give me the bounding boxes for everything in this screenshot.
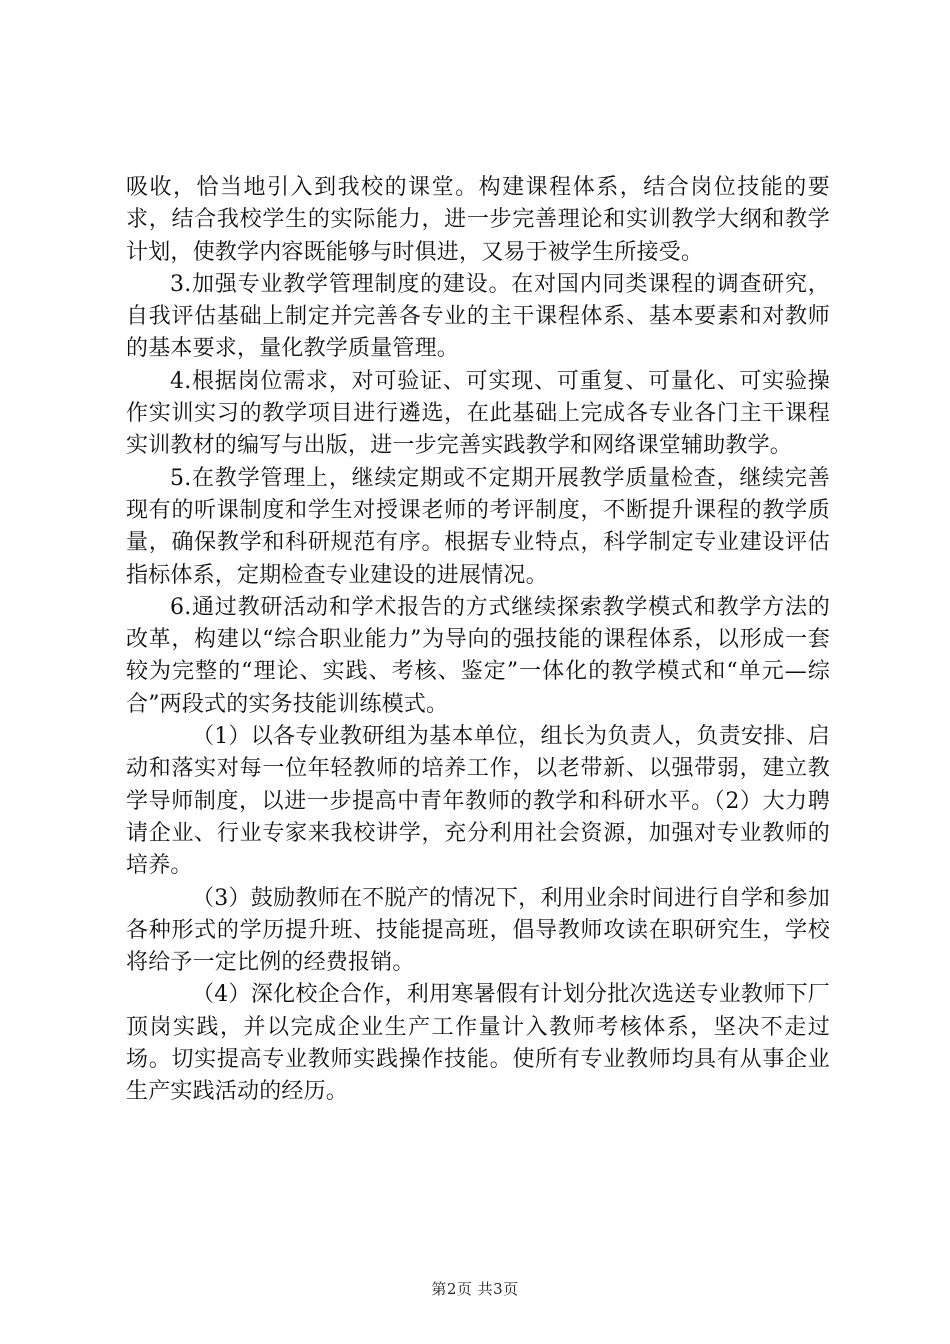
paragraph-item-3: 3.加强专业教学管理制度的建设。在对国内同类课程的调查研究，自我评估基础上制定并完善各专业的主干课程体系、基本要素和对教师的基本要求，量化教学质量管理。 [126, 271, 830, 362]
document-body [126, 172, 830, 1109]
paragraph-subitem-4: （4）深化校企合作，利用寒暑假有计划分批次选送专业教师下厂顶岗实践，并以完成企业生产工作量计入教师考核体系，坚决不走过场。切实提高专业教师实践操作技能。使所有专业教师均具有从事企业生产实践活动的经历。 [126, 982, 830, 1105]
paragraph-item-6: 6.通过教研活动和学术报告的方式继续探索教学模式和教学方法的改革，构建以“综合职业能力”为导向的强技能的课程体系，以形成一套较为完整的“理论、实践、考核、鉴定”一体化的教学模式和“单元—综合”两段式的实务技能训练模式。 [126, 594, 830, 717]
page-number-footer: 第2页 共3页 [431, 1280, 519, 1298]
paragraph-item-5: 5.在教学管理上，继续定期或不定期开展教学质量检查，继续完善现有的听课制度和学生对授课老师的考评制度，不断提升课程的教学质量，确保教学和科研规范有序。根据专业特点，科学制定专业建设评估指标体系，定期检查专业建设的进展情况。 [126, 465, 830, 588]
paragraph-subitem-3: （3）鼓励教师在不脱产的情况下，利用业余时间进行自学和参加各种形式的学历提升班、技能提高班，倡导教师攻读在职研究生，学校将给予一定比例的经费报销。 [126, 885, 830, 976]
paragraph-item-4: 4.根据岗位需求，对可验证、可实现、可重复、可量化、可实验操作实训实习的教学项目进行遴选，在此基础上完成各专业各门主干课程实训教材的编写与出版，进一步完善实践教学和网络课堂辅助教学。 [126, 368, 830, 459]
paragraph-subitem-1-2: （1）以各专业教研组为基本单位，组长为负责人，负责安排、启动和落实对每一位年轻教师的培养工作，以老带新、以强带弱，建立教学导师制度，以进一步提高中青年教师的教学和科研水平。（2）大力聘请企业、行业专家来我校讲学，充分利用社会资源，加强对专业教师的培养。 [126, 724, 830, 879]
paragraph-continuation: 吸收，恰当地引入到我校的课堂。构建课程体系，结合岗位技能的要求，结合我校学生的实际能力，进一步完善理论和实训教学大纲和教学计划，使教学内容既能够与时俱进，又易于被学生所接受。 [126, 175, 830, 265]
